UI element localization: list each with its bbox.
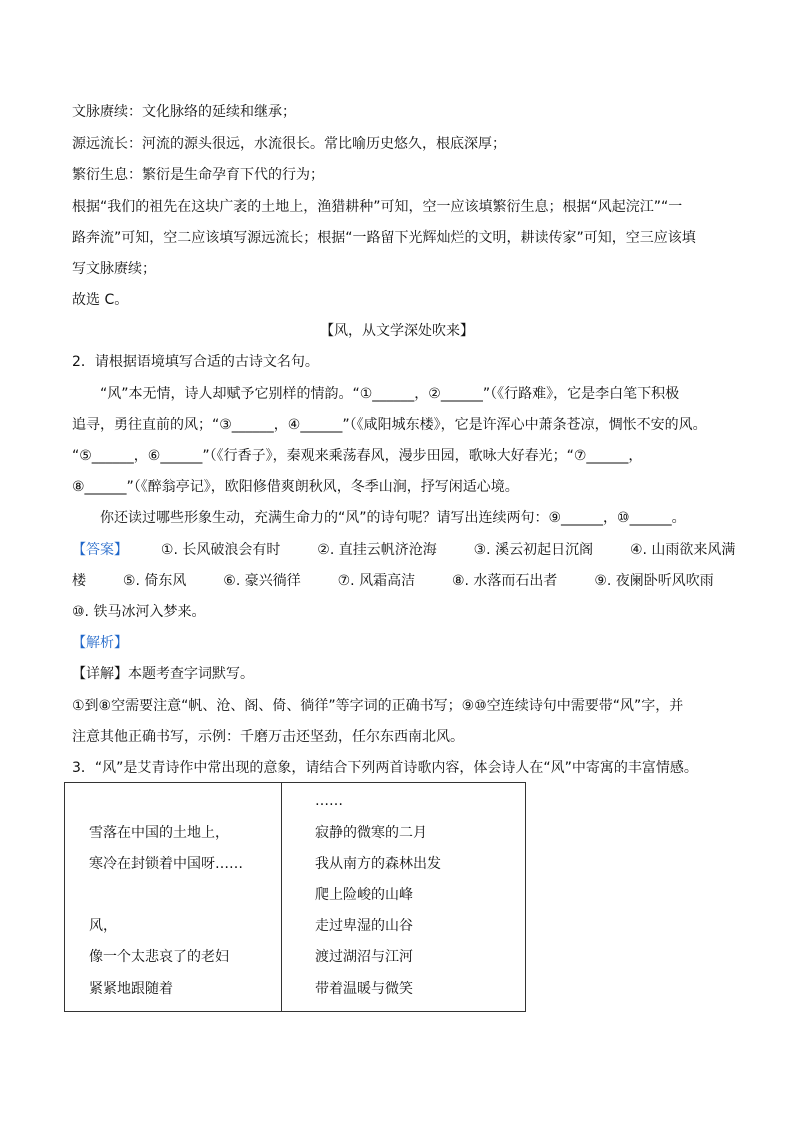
answer-choice: 故选 C。 xyxy=(72,292,129,308)
poem-line-left: 风， xyxy=(89,918,117,934)
analysis-text: 写文脉赓续； xyxy=(72,261,156,277)
poem-line-right: 走过卑湿的山谷 xyxy=(315,918,413,934)
poem-line-right: 寂静的微寒的二月 xyxy=(315,825,427,841)
answer-item: ⑦. 风霜高洁 xyxy=(337,573,416,589)
definition-text: 文脉赓续：文化脉络的延续和继承； xyxy=(72,104,296,120)
answer-item: ②. 直挂云帆济沧海 xyxy=(317,542,437,558)
poem-line-right: 爬上险峻的山峰 xyxy=(315,887,413,903)
passage-line: 追寻，勇往直前的风；“③______，④______”（《咸阳城东楼》，它是许浑心中萧条苍凉，惆怅不安的风。 xyxy=(72,417,707,433)
poem-line-right: 渡过湖沼与江河 xyxy=(315,949,413,965)
poem-line-left: 寒冷在封锁着中国呀…… xyxy=(89,856,243,872)
poem-line-right: 我从南方的森林出发 xyxy=(315,856,441,872)
analysis-tag: 【解析】 xyxy=(72,635,128,651)
detail-heading: 【详解】本题考查字词默写。 xyxy=(72,666,254,682)
poem-table xyxy=(64,782,526,1012)
question-title: 2．请根据语境填写合适的古诗文名句。 xyxy=(72,354,319,370)
poem-line-right: 带着温暖与微笑 xyxy=(315,981,413,997)
answer-tag: 【答案】 xyxy=(72,542,128,558)
answer-item: ⑩. 铁马冰河入梦来。 xyxy=(72,604,206,620)
answer-line xyxy=(72,602,205,622)
poem-line-left: 雪落在中国的土地上， xyxy=(89,825,229,841)
answer-item: ⑧. 水落而石出者 xyxy=(451,573,558,589)
answer-item: ⑨. 夜阑卧听风吹雨 xyxy=(594,573,714,589)
prompt-line: 你还读过哪些形象生动，充满生命力的“风”的诗句呢？请写出连续两句：⑨______，⑩______。 xyxy=(100,510,686,526)
answer-item: ①. 长风破浪会有时 xyxy=(160,542,281,558)
definition-text: 繁衍生息：繁衍是生命孕育下代的行为； xyxy=(72,167,324,183)
passage-line: “⑤______，⑥______”（《行香子》，秦观来乘荡春风，漫步田园，歌咏大好春光；“⑦______， xyxy=(72,448,643,464)
answer-item: ④. 山雨欲来风满 xyxy=(629,542,736,558)
section-title: 【风，从文学深处吹来】 xyxy=(320,323,474,339)
analysis-text: 路奔流”可知，空二应该填写源远流长；根据“一路留下光辉灿烂的文明，耕读传家”可知，空三应该填 xyxy=(72,230,696,246)
table-divider xyxy=(281,783,282,1011)
answer-item: 楼 xyxy=(72,573,86,589)
answer-item: ③. 溪云初起日沉阁 xyxy=(473,542,594,558)
definition-text: 源远流长：河流的源头很远，水流很长。常比喻历史悠久，根底深厚； xyxy=(72,136,506,152)
detail-text: ①到⑧空需要注意“帆、沧、阁、倚、徜徉”等字词的正确书写；⑨⑩空连续诗句中需要带“风”字，并 xyxy=(72,698,684,714)
question-title: 3．“风”是艾青诗作中常出现的意象，请结合下列两首诗歌内容，体会诗人在“风”中寄寓的丰富情感。 xyxy=(72,760,698,776)
analysis-text: 根据“我们的祖先在这块广袤的土地上，渔猎耕种”可知，空一应该填繁衍生息；根据“风起浣江”“一 xyxy=(72,199,683,215)
answer-item: ⑤. 倚东风 xyxy=(122,573,187,589)
poem-line-right: …… xyxy=(315,793,343,809)
passage-line: ⑧______”（《醉翁亭记》，欧阳修借爽朗秋风，冬季山涧，抒写闲适心境。 xyxy=(72,479,519,495)
answer-line xyxy=(72,571,714,591)
answer-line xyxy=(72,540,735,560)
answer-item: ⑥. 豪兴徜徉 xyxy=(223,573,301,589)
detail-text: 注意其他正确书写，示例：千磨万击还坚劲，任尔东西南北风。 xyxy=(72,729,464,745)
passage-line: “风”本无情，诗人却赋予它别样的情韵。“①______，②______”（《行路难》，它是李白笔下积极 xyxy=(100,386,680,402)
poem-line-left: 像一个太悲哀了的老妇 xyxy=(89,949,229,965)
poem-line-left: 紧紧地跟随着 xyxy=(89,981,173,997)
